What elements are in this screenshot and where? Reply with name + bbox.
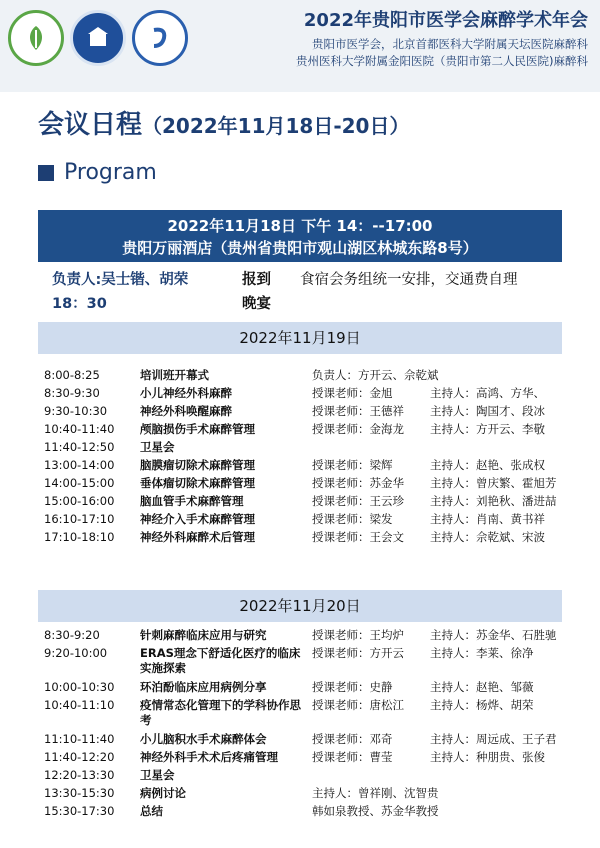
conference-title: 2022年贵阳市医学会麻醉学术年会 (303, 10, 588, 31)
session-subject: 针刺麻醉临床应用与研究 (140, 628, 267, 642)
session-subject: 小儿神经外科麻醉 (140, 386, 232, 400)
session-lecturer: 授课老师：王均炉 (312, 628, 404, 642)
jinyang-hospital-logo (132, 10, 188, 66)
session-time: 17:10-18:10 (44, 530, 115, 544)
page-title: 会议日程（2022年11月18日-20日） (38, 110, 410, 140)
day18-time: 18：30 (52, 296, 107, 312)
session-lecturer: 授课老师：金海龙 (312, 422, 404, 436)
session-lecturer: 授课老师：王德祥 (312, 404, 404, 418)
day18-venue: 贵阳万丽酒店（贵州省贵阳市观山湖区林城东路8号） (122, 239, 478, 257)
session-lecturer: 授课老师：苏金华 (312, 476, 404, 490)
session-host: 主持人：高鸿、方华、 (430, 386, 545, 400)
session-time: 13:00-14:00 (44, 458, 115, 472)
session-lecturer: 授课老师：王会文 (312, 530, 404, 544)
session-lecturer: 授课老师：方开云 (312, 646, 404, 660)
session-subject: 卫星会 (140, 440, 175, 454)
session-lecturer: 主持人：曾祥刚、沈智贵 (312, 786, 439, 800)
session-time: 10:40-11:40 (44, 422, 115, 436)
session-host: 主持人：种朋贵、张俊 (430, 750, 545, 764)
university-hospital-logo (70, 10, 126, 66)
session-time: 8:30-9:30 (44, 386, 100, 400)
square-icon (38, 165, 54, 181)
session-time: 15:30-17:30 (44, 804, 115, 818)
session-lecturer: 授课老师：梁发 (312, 512, 393, 526)
session-lecturer: 授课老师：史静 (312, 680, 393, 694)
session-subject: ERAS理念下舒适化医疗的临床实施探索 (140, 646, 301, 675)
session-host: 主持人：方开云、李敬 (430, 422, 545, 436)
organizer-line-1: 贵阳市医学会，北京首都医科大学附属天坛医院麻醉科 (312, 37, 588, 51)
header-text (296, 6, 588, 70)
session-host: 主持人：赵艳、邹薇 (430, 680, 534, 694)
session-lecturer: 授课老师：金旭 (312, 386, 393, 400)
session-time: 13:30-15:30 (44, 786, 115, 800)
header-banner (0, 0, 600, 92)
session-time: 11:10-11:40 (44, 732, 115, 746)
day18-note: 食宿会务组统一安排，交通费自理 (300, 272, 518, 288)
organizer-line-2: 贵州医科大学附属金阳医院（贵阳市第二人民医院)麻醉科 (296, 54, 588, 68)
session-lecturer: 授课老师：唐松江 (312, 698, 404, 712)
day19-date-bar: 2022年11月19日 (38, 322, 562, 354)
session-subject: 培训班开幕式 (140, 368, 209, 382)
session-host: 主持人：曾庆繁、霍旭芳 (430, 476, 557, 490)
session-time: 12:20-13:30 (44, 768, 115, 782)
program-label: Program (64, 160, 157, 185)
session-host: 主持人：刘艳秋、潘进喆 (430, 494, 557, 508)
session-subject: 小儿脑积水手术麻醉体会 (140, 732, 267, 746)
session-host: 主持人：赵艳、张成权 (430, 458, 545, 472)
session-subject: 疫情常态化管理下的学科协作思考 (140, 698, 301, 727)
logo-group (8, 10, 188, 66)
session-time: 8:00-8:25 (44, 368, 100, 382)
session-time: 9:20-10:00 (44, 646, 108, 660)
session-subject: 病例讨论 (140, 786, 186, 800)
day18-datetime: 2022年11月18日 下午 14：--17:00 (167, 217, 433, 235)
program-heading (38, 160, 157, 185)
session-lecturer: 授课老师：邓奇 (312, 732, 393, 746)
session-time: 14:00-15:00 (44, 476, 115, 490)
session-lecturer: 授课老师：梁辉 (312, 458, 393, 472)
session-subject: 神经外科唤醒麻醉 (140, 404, 232, 418)
day20-date-bar: 2022年11月20日 (38, 590, 562, 622)
session-time: 16:10-17:10 (44, 512, 115, 526)
session-subject: 神经外科手术术后疼痛管理 (140, 750, 278, 764)
session-subject: 神经外科麻醉术后管理 (140, 530, 255, 544)
session-time: 9:30-10:30 (44, 404, 108, 418)
session-subject: 神经介入手术麻醉管理 (140, 512, 255, 526)
session-host: 主持人：肖南、黄书祥 (430, 512, 545, 526)
medical-association-logo (8, 10, 64, 66)
session-lecturer: 授课老师：王云珍 (312, 494, 404, 508)
session-subject: 总结 (140, 804, 163, 818)
day18-banner (38, 210, 562, 262)
session-host: 主持人：苏金华、石胜驰 (430, 628, 557, 642)
day18-register-dinner: 报到 晚宴 (242, 272, 271, 312)
session-subject: 脑膜瘤切除术麻醉管理 (140, 458, 255, 472)
day18-responsible: 负责人:吴士锴、胡荣 (52, 272, 189, 288)
session-lecturer: 授课老师：曹莹 (312, 750, 393, 764)
session-host: 主持人：陶国才、段冰 (430, 404, 545, 418)
session-lecturer: 韩如泉教授、苏金华教授 (312, 804, 439, 818)
session-host: 主持人：佘乾斌、宋波 (430, 530, 545, 544)
session-lecturer: 负责人：方开云、佘乾斌 (312, 368, 439, 382)
session-host: 主持人：李莱、徐净 (430, 646, 534, 660)
session-time: 10:00-10:30 (44, 680, 115, 694)
session-time: 11:40-12:50 (44, 440, 115, 454)
session-subject: 环泊酚临床应用病例分享 (140, 680, 267, 694)
session-host: 主持人：周远成、王子君 (430, 732, 557, 746)
page-title-dates: （2022年11月18日-20日） (142, 114, 410, 138)
session-subject: 卫星会 (140, 768, 175, 782)
session-host: 主持人：杨烨、胡荣 (430, 698, 534, 712)
session-time: 11:40-12:20 (44, 750, 115, 764)
session-subject: 垂体瘤切除术麻醉管理 (140, 476, 255, 490)
session-time: 10:40-11:10 (44, 698, 115, 712)
session-subject: 脑血管手术麻醉管理 (140, 494, 244, 508)
session-subject: 颅脑损伤手术麻醉管理 (140, 422, 255, 436)
session-time: 15:00-16:00 (44, 494, 115, 508)
session-time: 8:30-9:20 (44, 628, 100, 642)
